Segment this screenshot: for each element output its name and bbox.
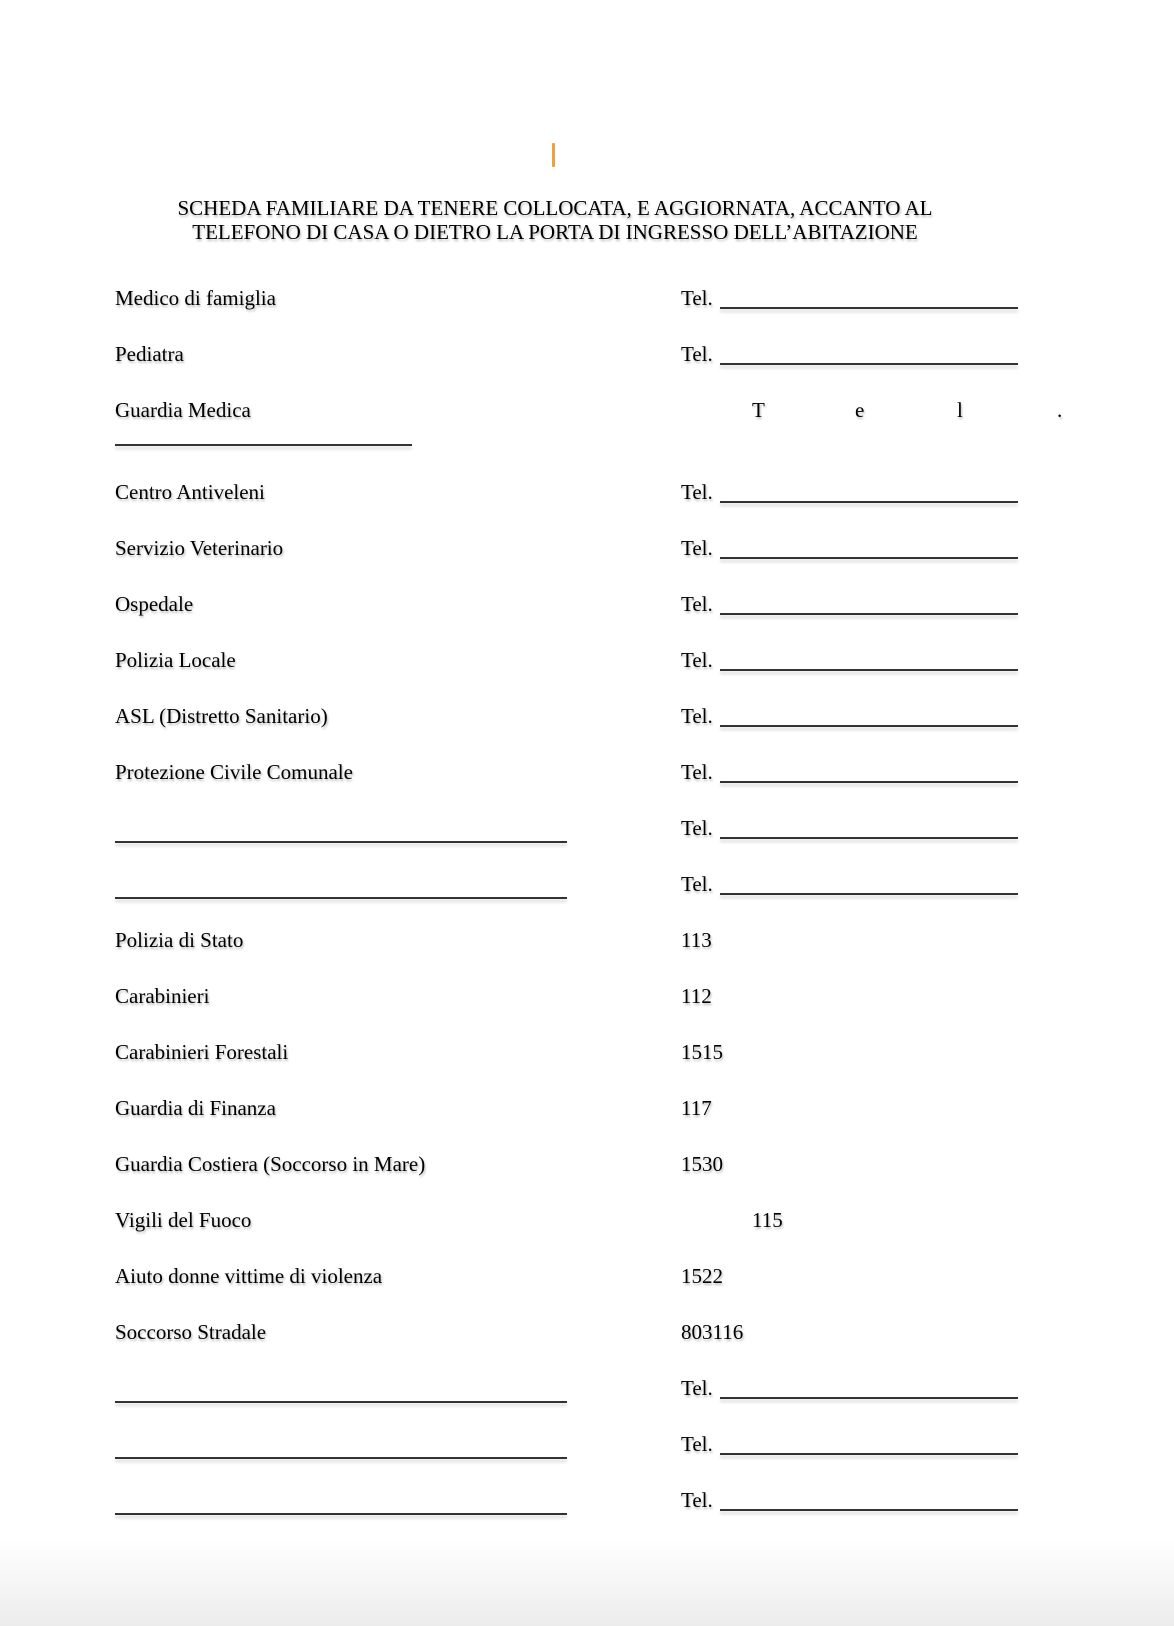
tel-label: Tel. [681,648,713,672]
emergency-row [0,984,1174,1014]
contact-row [0,342,1174,372]
emergency-row [0,1096,1174,1126]
contact-label: Soccorso Stradale [115,1320,267,1344]
contact-label: Centro Antiveleni [115,480,265,504]
blank-contact-row [0,1488,1174,1518]
contact-label: Carabinieri Forestali [115,1040,289,1064]
phone-blank-line[interactable] [720,893,1018,895]
phone-blank-line[interactable] [720,725,1018,727]
emergency-number: 112 [681,984,712,1008]
tel-label: Tel. [681,536,713,560]
contact-row [0,704,1174,734]
contact-row [0,648,1174,678]
blank-contact-row [0,816,1174,846]
title-line-2: TELEFONO DI CASA O DIETRO LA PORTA DI INGRESSO DELL’ABITAZIONE [192,220,918,244]
tel-letter: e [855,398,865,422]
contact-label: Guardia Medica [115,398,251,422]
document-title [0,196,1110,244]
tel-label: Tel. [681,872,713,896]
title-line-1: SCHEDA FAMILIARE DA TENERE COLLOCATA, E AGGIORNATA, ACCANTO AL [177,196,933,220]
contact-row [0,398,1174,448]
contact-label: Pediatra [115,342,184,366]
phone-blank-line[interactable] [720,1453,1018,1455]
contact-label: Guardia Costiera (Soccorso in Mare) [115,1152,426,1176]
contact-row [0,536,1174,566]
text-cursor [552,143,555,167]
blank-contact-row [0,1376,1174,1406]
blank-contact-row [0,872,1174,902]
phone-blank-line[interactable] [720,1509,1018,1511]
tel-label: Tel. [681,480,713,504]
contact-label: Polizia di Stato [115,928,244,952]
emergency-number: 1515 [681,1040,723,1064]
tel-label: Tel. [681,286,713,310]
tel-label: Tel. [681,342,713,366]
tel-label: Tel. [681,592,713,616]
name-blank-line[interactable] [115,1401,567,1403]
emergency-row [0,1264,1174,1294]
contact-row [0,286,1174,316]
name-blank-line[interactable] [115,1457,567,1459]
emergency-number: 115 [752,1208,783,1232]
emergency-number: 1530 [681,1152,723,1176]
contact-row [0,480,1174,510]
contact-label: Protezione Civile Comunale [115,760,353,784]
name-blank-line[interactable] [115,841,567,843]
emergency-row [0,1152,1174,1182]
tel-label: Tel. [681,1376,713,1400]
contact-label: Ospedale [115,592,194,616]
contact-label: Carabinieri [115,984,210,1008]
contact-row [0,760,1174,790]
tel-label: Tel. [681,1488,713,1512]
phone-blank-line[interactable] [720,307,1018,309]
tel-letter: . [1057,398,1063,422]
emergency-number: 113 [681,928,712,952]
emergency-number: 1522 [681,1264,723,1288]
contact-label: Aiuto donne vittime di violenza [115,1264,383,1288]
phone-blank-line[interactable] [720,501,1018,503]
phone-blank-line[interactable] [115,444,412,446]
name-blank-line[interactable] [115,1513,567,1515]
emergency-row [0,1040,1174,1070]
tel-letter: T [752,398,765,422]
contact-label: Medico di famiglia [115,286,276,310]
emergency-number: 117 [681,1096,712,1120]
tel-letter: l [957,398,963,422]
contact-label: Vigili del Fuoco [115,1208,252,1232]
blank-contact-row [0,1432,1174,1462]
emergency-number: 803116 [681,1320,744,1344]
phone-blank-line[interactable] [720,557,1018,559]
phone-blank-line[interactable] [720,1397,1018,1399]
tel-label: Tel. [681,1432,713,1456]
name-blank-line[interactable] [115,897,567,899]
tel-label: Tel. [681,816,713,840]
emergency-row [0,1320,1174,1350]
tel-label: Tel. [681,760,713,784]
emergency-row [0,1208,1174,1238]
phone-blank-line[interactable] [720,837,1018,839]
emergency-row [0,928,1174,958]
phone-blank-line[interactable] [720,613,1018,615]
tel-label: Tel. [681,704,713,728]
phone-blank-line[interactable] [720,363,1018,365]
phone-blank-line[interactable] [720,669,1018,671]
contact-label: Polizia Locale [115,648,236,672]
contact-row [0,592,1174,622]
contact-label: Servizio Veterinario [115,536,284,560]
contact-label: Guardia di Finanza [115,1096,276,1120]
contact-label: ASL (Distretto Sanitario) [115,704,328,728]
phone-blank-line[interactable] [720,781,1018,783]
